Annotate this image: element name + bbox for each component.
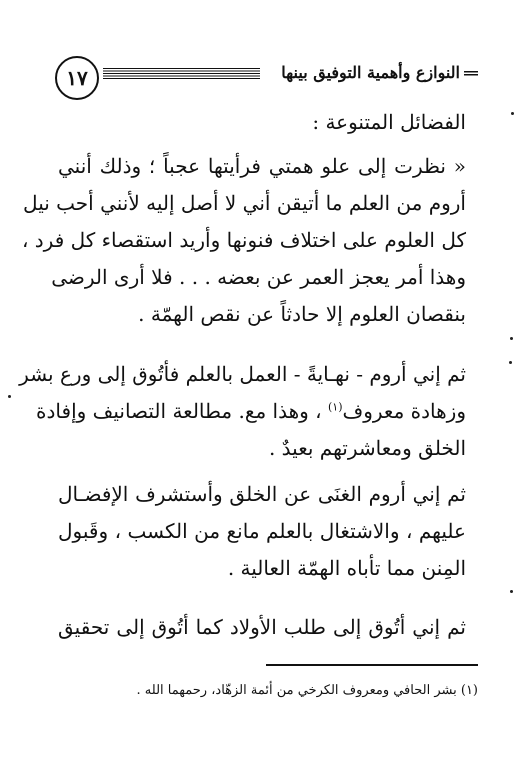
paragraph-line: « نظرت إلى علو همتي فرأيتها عجباً ؛ وذلك أنني	[58, 154, 466, 178]
footnote-reference: (١)	[327, 400, 343, 414]
paragraph-line: وهذا أمر يعجز العمر عن بعضه . . . فلا أرى الرضى	[51, 265, 466, 289]
paragraph-line: ثم إني أروم الغنَى عن الخلق وأستشرف الإفضـال	[58, 482, 466, 506]
header-decorative-rule	[103, 68, 260, 79]
scan-speck	[510, 337, 513, 340]
paragraph-2	[19, 356, 466, 467]
running-header-title: النوازع وأهمية التوفيق بينها	[281, 63, 460, 82]
footnote-separator	[266, 664, 478, 666]
paragraph-line: أروم من العلم ما أتيقن أني لا أصل إليه لأنني أحب نيل	[23, 191, 466, 215]
paragraph-line-part: وزهادة معروف	[342, 399, 466, 423]
paragraph-line: ثم إني أروم - نهـايةً - العمل بالعلم فأتُوق إلى ورع بشر	[19, 362, 466, 386]
header-title-mark	[464, 71, 478, 77]
footnote-text: (١) بشر الحافي ومعروف الكرخي من أئمة الزهّاد، رحمهما الله .	[136, 683, 478, 698]
paragraph-line: كل العلوم على اختلاف فنونها وأريد استقصاء كل فرد ،	[21, 228, 466, 252]
paragraph-line: الخلق ومعاشرتهم بعيدٌ .	[268, 436, 466, 460]
scan-speck	[511, 112, 514, 115]
paragraph-line: بنقصان العلوم إلا حادثاً عن نقص الهمّة .	[138, 302, 466, 326]
paragraph-line: المِنن مما تأباه الهمّة العالية .	[227, 556, 466, 580]
scan-speck	[510, 590, 513, 593]
section-heading-text: الفضائل المتنوعة :	[312, 110, 466, 134]
paragraph-line: عليهم ، والاشتغال بالعلم مانع من الكسب ، وقَبول	[58, 519, 466, 543]
paragraph-line: ثم إني أتُوق إلى طلب الأولاد كما أتُوق إلى تحقيق	[58, 615, 466, 639]
page-number: ١٧	[55, 56, 99, 100]
section-heading	[58, 104, 466, 141]
paragraph-3	[58, 476, 466, 587]
paragraph-4	[58, 609, 466, 646]
paragraph-1	[21, 148, 466, 333]
scan-speck	[8, 395, 11, 398]
paragraph-line-with-note	[36, 393, 466, 430]
paragraph-line-part: ، وهذا مع. مطالعة التصانيف وإفادة	[36, 399, 322, 423]
scan-speck	[509, 361, 512, 364]
